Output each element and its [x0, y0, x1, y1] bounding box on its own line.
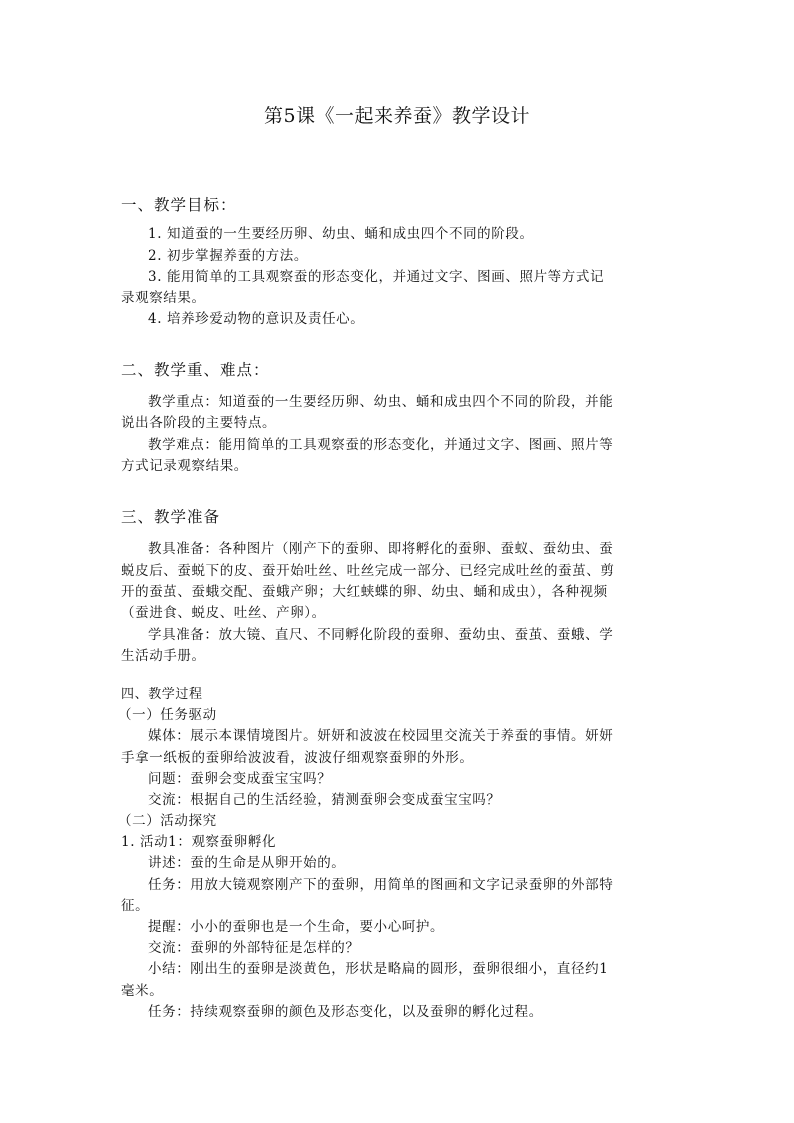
subsection-heading: （一）任务驱动 — [118, 707, 217, 723]
preparation-line: （蚕进食、蜕皮、吐丝、产卵）。 — [121, 605, 326, 621]
preparation-line: 开的蚕茧、蚕蛾交配、蚕蛾产卵；大红蛱蝶的卵、幼虫、蛹和成虫），各种视频 — [121, 584, 608, 600]
preparation-line: 学具准备：放大镜、直尺、不同孵化阶段的蚕卵、蚕幼虫、蚕茧、蚕蛾、学 — [148, 627, 614, 643]
process-line: 媒体：展示本课情境图片。妍妍和波波在校园里交流关于养蚕的事情。妍妍 — [148, 728, 614, 744]
preparation-line: 蜕皮后、蚕蜕下的皮、蚕开始吐丝、吐丝完成一部分、已经完成吐丝的蚕茧、剪 — [121, 563, 615, 579]
activity-heading: 1. 活动1：观察蚕卵孵化 — [121, 834, 277, 850]
section-heading-objectives: 一、教学目标： — [121, 196, 237, 214]
section-heading-process: 四、教学过程 — [121, 687, 203, 702]
section-heading-key-points: 二、教学重、难点： — [121, 361, 270, 379]
process-line: 毫米。 — [121, 983, 164, 999]
process-line: 提醒：小小的蚕卵也是一个生命，要小心呵护。 — [148, 919, 445, 935]
key-point-line: 说出各阶段的主要特点。 — [121, 415, 277, 431]
process-line: 交流：根据自己的生活经验，猜测蚕卵会变成蚕宝宝吗？ — [148, 792, 501, 808]
preparation-line: 生活动手册。 — [121, 648, 206, 664]
process-line: 征。 — [121, 898, 150, 914]
key-point-line: 教学重点：知道蚕的一生要经历卵、幼虫、蛹和成虫四个不同的阶段，并能 — [148, 394, 614, 410]
process-line: 手拿一纸板的蚕卵给波波看，波波仔细观察蚕卵的外形。 — [121, 750, 474, 766]
process-line: 交流：蚕卵的外部特征是怎样的？ — [148, 940, 360, 956]
objective-item: 3. 能用简单的工具观察蚕的形态变化，并通过文字、图画、照片等方式记 — [148, 269, 605, 285]
objective-item-continuation: 录观察结果。 — [121, 290, 206, 306]
difficulty-line: 方式记录观察结果。 — [121, 458, 248, 474]
objective-item: 1. 知道蚕的一生要经历卵、幼虫、蛹和成虫四个不同的阶段。 — [148, 226, 534, 242]
process-line: 任务：持续观察蚕卵的颜色及形态变化，以及蚕卵的孵化过程。 — [148, 1004, 543, 1020]
objective-item: 4. 培养珍爱动物的意识及责任心。 — [148, 311, 365, 327]
process-line: 问题：蚕卵会变成蚕宝宝吗？ — [148, 771, 332, 787]
section-heading-preparation: 三、教学准备 — [121, 508, 221, 526]
objective-item: 2. 初步掌握养蚕的方法。 — [148, 248, 308, 264]
process-line: 任务：用放大镜观察刚产下的蚕卵，用简单的图画和文字记录蚕卵的外部特 — [148, 877, 614, 893]
process-line: 小结：刚出生的蚕卵是淡黄色，形状是略扁的圆形，蚕卵很细小，直径约1 — [148, 961, 609, 977]
preparation-line: 教具准备：各种图片（刚产下的蚕卵、即将孵化的蚕卵、蚕蚁、蚕幼虫、蚕 — [148, 541, 614, 557]
process-line: 讲述：蚕的生命是从卵开始的。 — [148, 855, 346, 871]
subsection-heading: （二）活动探究 — [118, 813, 217, 829]
document-title: 第5课《一起来养蚕》教学设计 — [263, 105, 531, 127]
difficulty-line: 教学难点：能用简单的工具观察蚕的形态变化，并通过文字、图画、照片等 — [148, 437, 614, 453]
